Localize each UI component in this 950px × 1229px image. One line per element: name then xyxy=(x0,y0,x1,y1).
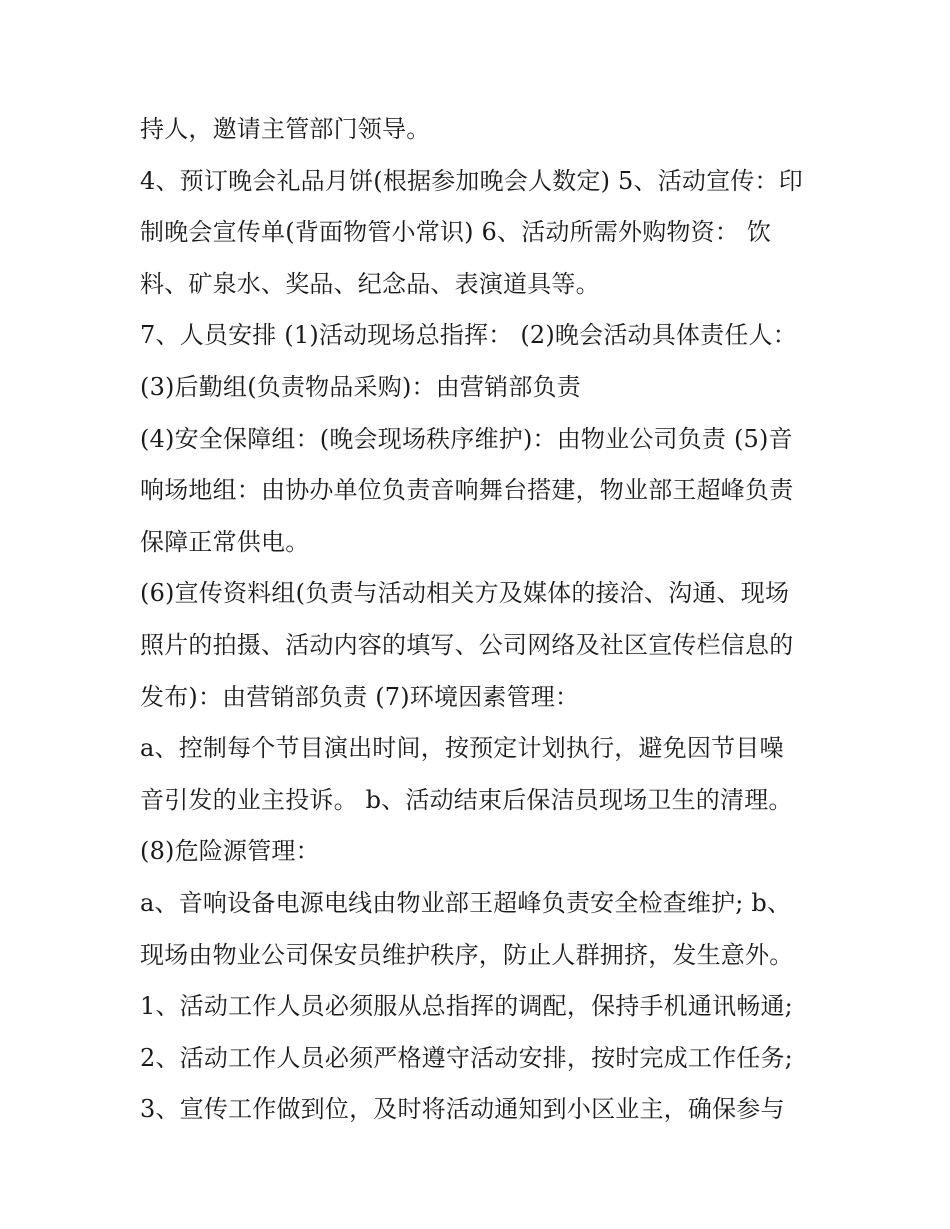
text-line: (4)安全保障组：(晚会现场秩序维护)：由物业公司负责 (5)音 xyxy=(140,424,793,453)
text-line: 保障正常供电。 xyxy=(140,527,310,556)
text-line: 2、活动工作人员必须严格遵守活动安排，按时完成工作任务; xyxy=(140,1043,793,1072)
text-line: 照片的拍摄、活动内容的填写、公司网络及社区宣传栏信息的 xyxy=(140,630,794,659)
text-line: 现场由物业公司保安员维护秩序，防止人群拥挤，发生意外。 xyxy=(140,940,794,969)
text-line: 响场地组：由协办单位负责音响舞台搭建，物业部王超峰负责 xyxy=(140,476,794,505)
text-line: 3、宣传工作做到位，及时将活动通知到小区业主，确保参与 xyxy=(140,1095,785,1124)
text-line: 7、人员安排 (1)活动现场总指挥： (2)晚会活动具体责任人： xyxy=(140,321,797,350)
text-line: 发布)：由营销部负责 (7)环境因素管理： xyxy=(140,682,580,711)
text-line: a、音响设备电源电线由物业部王超峰负责安全检查维护; b、 xyxy=(140,888,792,917)
text-line: 持人，邀请主管部门领导。 xyxy=(140,115,431,143)
text-line: a、控制每个节目演出时间，按预定计划执行，避免因节目噪 xyxy=(140,734,784,763)
text-line: 料、矿泉水、奖品、纪念品、表演道具等。 xyxy=(140,269,600,298)
text-line: 4、预订晚会礼品月饼(根据参加晚会人数定) 5、活动宣传：印 xyxy=(140,166,803,195)
text-line: 音引发的业主投诉。 b、活动结束后保洁员现场卫生的清理。 xyxy=(140,785,793,814)
text-line: 制晚会宣传单(背面物管小常识) 6、活动所需外购物资： 饮 xyxy=(140,218,772,247)
body-text xyxy=(140,104,830,1136)
text-line: (6)宣传资料组(负责与活动相关方及媒体的接洽、沟通、现场 xyxy=(140,579,790,608)
text-line: (8)危险源管理： xyxy=(140,837,320,866)
text-line: (3)后勤组(负责物品采购)：由营销部负责 xyxy=(140,372,581,401)
text-line: 1、活动工作人员必须服从总指挥的调配，保持手机通讯畅通; xyxy=(140,992,793,1021)
